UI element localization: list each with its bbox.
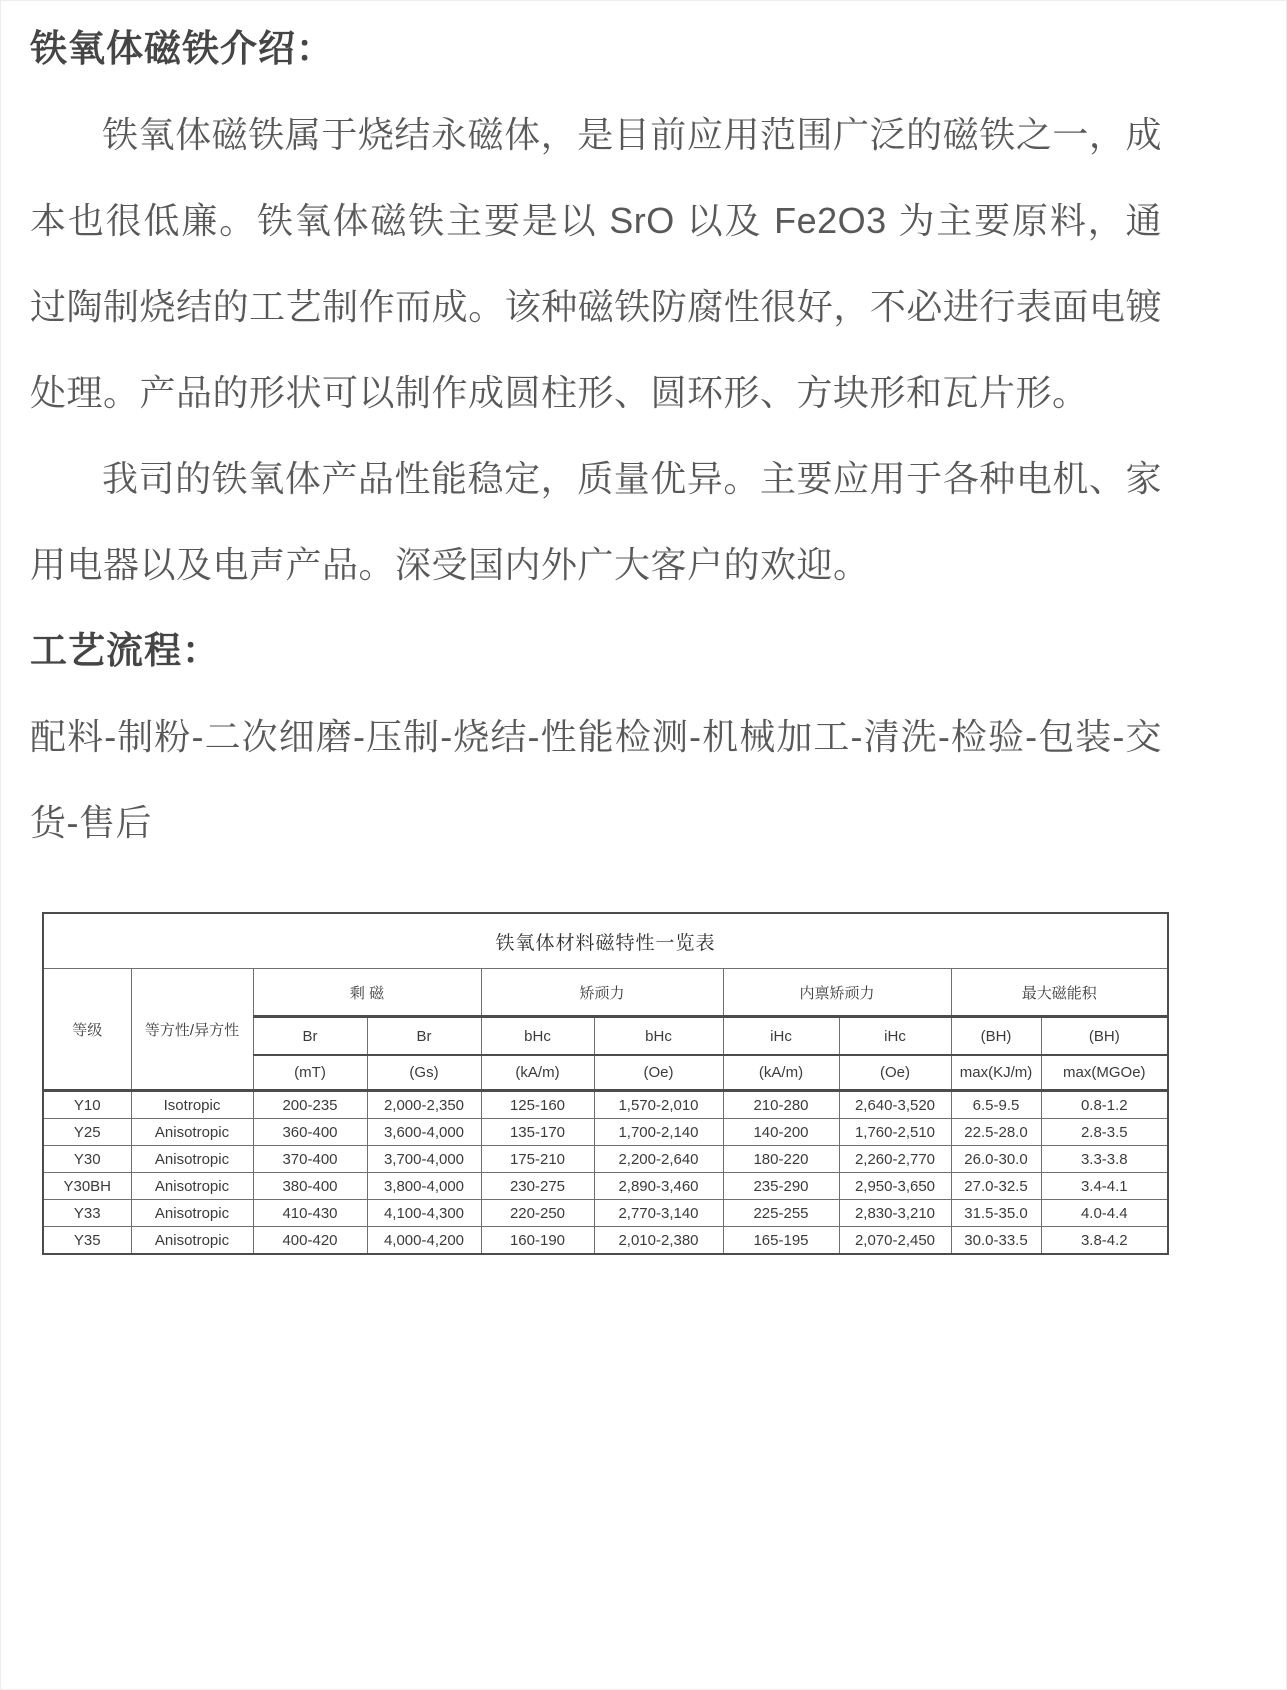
table-cell: 165-195 — [723, 1227, 839, 1255]
table-cell: Isotropic — [131, 1091, 253, 1119]
table-cell: 2,890-3,460 — [594, 1173, 723, 1200]
table-row — [43, 1200, 1168, 1227]
table-cell: 3.4-4.1 — [1041, 1173, 1168, 1200]
process-heading: 工艺流程： — [30, 630, 220, 671]
table-unit-cell: (kA/m) — [481, 1055, 594, 1091]
table-cell: 4,000-4,200 — [367, 1227, 481, 1255]
table-cell: 380-400 — [253, 1173, 367, 1200]
table-cell: 140-200 — [723, 1119, 839, 1146]
table-cell: Anisotropic — [131, 1119, 253, 1146]
table-row — [43, 1091, 1168, 1119]
table-cell: 2,070-2,450 — [839, 1227, 951, 1255]
table-cell: 125-160 — [481, 1091, 594, 1119]
table-cell: 4.0-4.4 — [1041, 1200, 1168, 1227]
table-cell: 3,600-4,000 — [367, 1119, 481, 1146]
table-cell: 3.3-3.8 — [1041, 1146, 1168, 1173]
table-cell-grade: Y25 — [43, 1119, 131, 1146]
table-unit-cell: (kA/m) — [723, 1055, 839, 1091]
intro-paragraphs — [30, 92, 1162, 608]
table-cell: 27.0-32.5 — [951, 1173, 1041, 1200]
table-unit-cell: max(KJ/m) — [951, 1055, 1041, 1091]
table-cell: 175-210 — [481, 1146, 594, 1173]
table-cell: 31.5-35.0 — [951, 1200, 1041, 1227]
table-row — [43, 1227, 1168, 1255]
table-cell-grade: Y30 — [43, 1146, 131, 1173]
table-cell-grade: Y33 — [43, 1200, 131, 1227]
table-cell: 2,950-3,650 — [839, 1173, 951, 1200]
table-cell: 2,640-3,520 — [839, 1091, 951, 1119]
table-cell: 1,700-2,140 — [594, 1119, 723, 1146]
table-row — [43, 1119, 1168, 1146]
table-cell: 210-280 — [723, 1091, 839, 1119]
table-cell: 2,770-3,140 — [594, 1200, 723, 1227]
table-cell: 3,800-4,000 — [367, 1173, 481, 1200]
table-cell: 26.0-30.0 — [951, 1146, 1041, 1173]
table-cell-grade: Y30BH — [43, 1173, 131, 1200]
table-row — [43, 1146, 1168, 1173]
table-cell: Anisotropic — [131, 1200, 253, 1227]
table-cell: 235-290 — [723, 1173, 839, 1200]
table-unit-cell: (mT) — [253, 1055, 367, 1091]
ferrite-properties-table — [42, 912, 1169, 1255]
table-unit-cell: (Gs) — [367, 1055, 481, 1091]
table-cell-grade: Y10 — [43, 1091, 131, 1119]
table-group-header-row — [43, 969, 1168, 1017]
table-cell: 2,010-2,380 — [594, 1227, 723, 1255]
table-cell: 6.5-9.5 — [951, 1091, 1041, 1119]
table-subheader-cell: bHc — [594, 1017, 723, 1056]
table-unit-cell: (Oe) — [839, 1055, 951, 1091]
table-cell: 2,000-2,350 — [367, 1091, 481, 1119]
table-cell: 1,760-2,510 — [839, 1119, 951, 1146]
table-cell: 200-235 — [253, 1091, 367, 1119]
table-cell: 30.0-33.5 — [951, 1227, 1041, 1255]
table-cell: 0.8-1.2 — [1041, 1091, 1168, 1119]
intro-heading: 铁氧体磁铁介绍： — [30, 28, 334, 69]
table-cell: 220-250 — [481, 1200, 594, 1227]
table-subheader-cell: Br — [367, 1017, 481, 1056]
table-cell: 1,570-2,010 — [594, 1091, 723, 1119]
table-cell: 22.5-28.0 — [951, 1119, 1041, 1146]
table-cell: 180-220 — [723, 1146, 839, 1173]
table-cell: Anisotropic — [131, 1146, 253, 1173]
table-subheader-cell: iHc — [723, 1017, 839, 1056]
table-cell: 135-170 — [481, 1119, 594, 1146]
column-header-isotropy: 等方性/异方性 — [131, 969, 253, 1091]
table-title: 铁氧体材料磁特性一览表 — [43, 913, 1168, 969]
table-cell: Anisotropic — [131, 1227, 253, 1255]
table-row — [43, 1173, 1168, 1200]
intro-paragraph: 铁氧体磁铁属于烧结永磁体，是目前应用范围广泛的磁铁之一，成本也很低廉。铁氧体磁铁主要是以 SrO 以及 Fe2O3 为主要原料，通过陶制烧结的工艺制作而成。该种磁铁防腐性很好，不必进行表面电镀处理。产品的形状可以制作成圆柱形、圆环形、方块形和瓦片形。 — [30, 114, 1162, 413]
table-cell: 3.8-4.2 — [1041, 1227, 1168, 1255]
intro-paragraph: 我司的铁氧体产品性能稳定，质量优异。主要应用于各种电机、家用电器以及电声产品。深受国内外广大客户的欢迎。 — [30, 458, 1162, 585]
table-unit-cell: (Oe) — [594, 1055, 723, 1091]
column-group-coercivity: 矫顽力 — [481, 969, 723, 1017]
table-cell: 2,200-2,640 — [594, 1146, 723, 1173]
table-body — [43, 1091, 1168, 1255]
column-header-grade: 等级 — [43, 969, 131, 1091]
table-cell: 160-190 — [481, 1227, 594, 1255]
table-cell: 360-400 — [253, 1119, 367, 1146]
table-cell: 400-420 — [253, 1227, 367, 1255]
table-cell: 2,830-3,210 — [839, 1200, 951, 1227]
table-cell: 370-400 — [253, 1146, 367, 1173]
column-group-intrinsic-coercivity: 内禀矫顽力 — [723, 969, 951, 1017]
column-group-remanence: 剩 磁 — [253, 969, 481, 1017]
table-unit-cell: max(MGOe) — [1041, 1055, 1168, 1091]
table-cell: 3,700-4,000 — [367, 1146, 481, 1173]
table-subheader-cell: (BH) — [951, 1017, 1041, 1056]
table-cell: 2.8-3.5 — [1041, 1119, 1168, 1146]
table-cell: Anisotropic — [131, 1173, 253, 1200]
table-subheader-cell: (BH) — [1041, 1017, 1168, 1056]
table-cell: 4,100-4,300 — [367, 1200, 481, 1227]
table-cell: 230-275 — [481, 1173, 594, 1200]
table-cell: 410-430 — [253, 1200, 367, 1227]
table-cell: 2,260-2,770 — [839, 1146, 951, 1173]
table-cell-grade: Y35 — [43, 1227, 131, 1255]
table-subheader-cell: bHc — [481, 1017, 594, 1056]
table-cell: 225-255 — [723, 1200, 839, 1227]
table-title-row — [43, 913, 1168, 969]
column-group-max-energy-product: 最大磁能积 — [951, 969, 1168, 1017]
table-subheader-cell: iHc — [839, 1017, 951, 1056]
table-subheader-cell: Br — [253, 1017, 367, 1056]
process-flow-text: 配料-制粉-二次细磨-压制-烧结-性能检测-机械加工-清洗-检验-包装-交货-售后 — [30, 716, 1162, 843]
